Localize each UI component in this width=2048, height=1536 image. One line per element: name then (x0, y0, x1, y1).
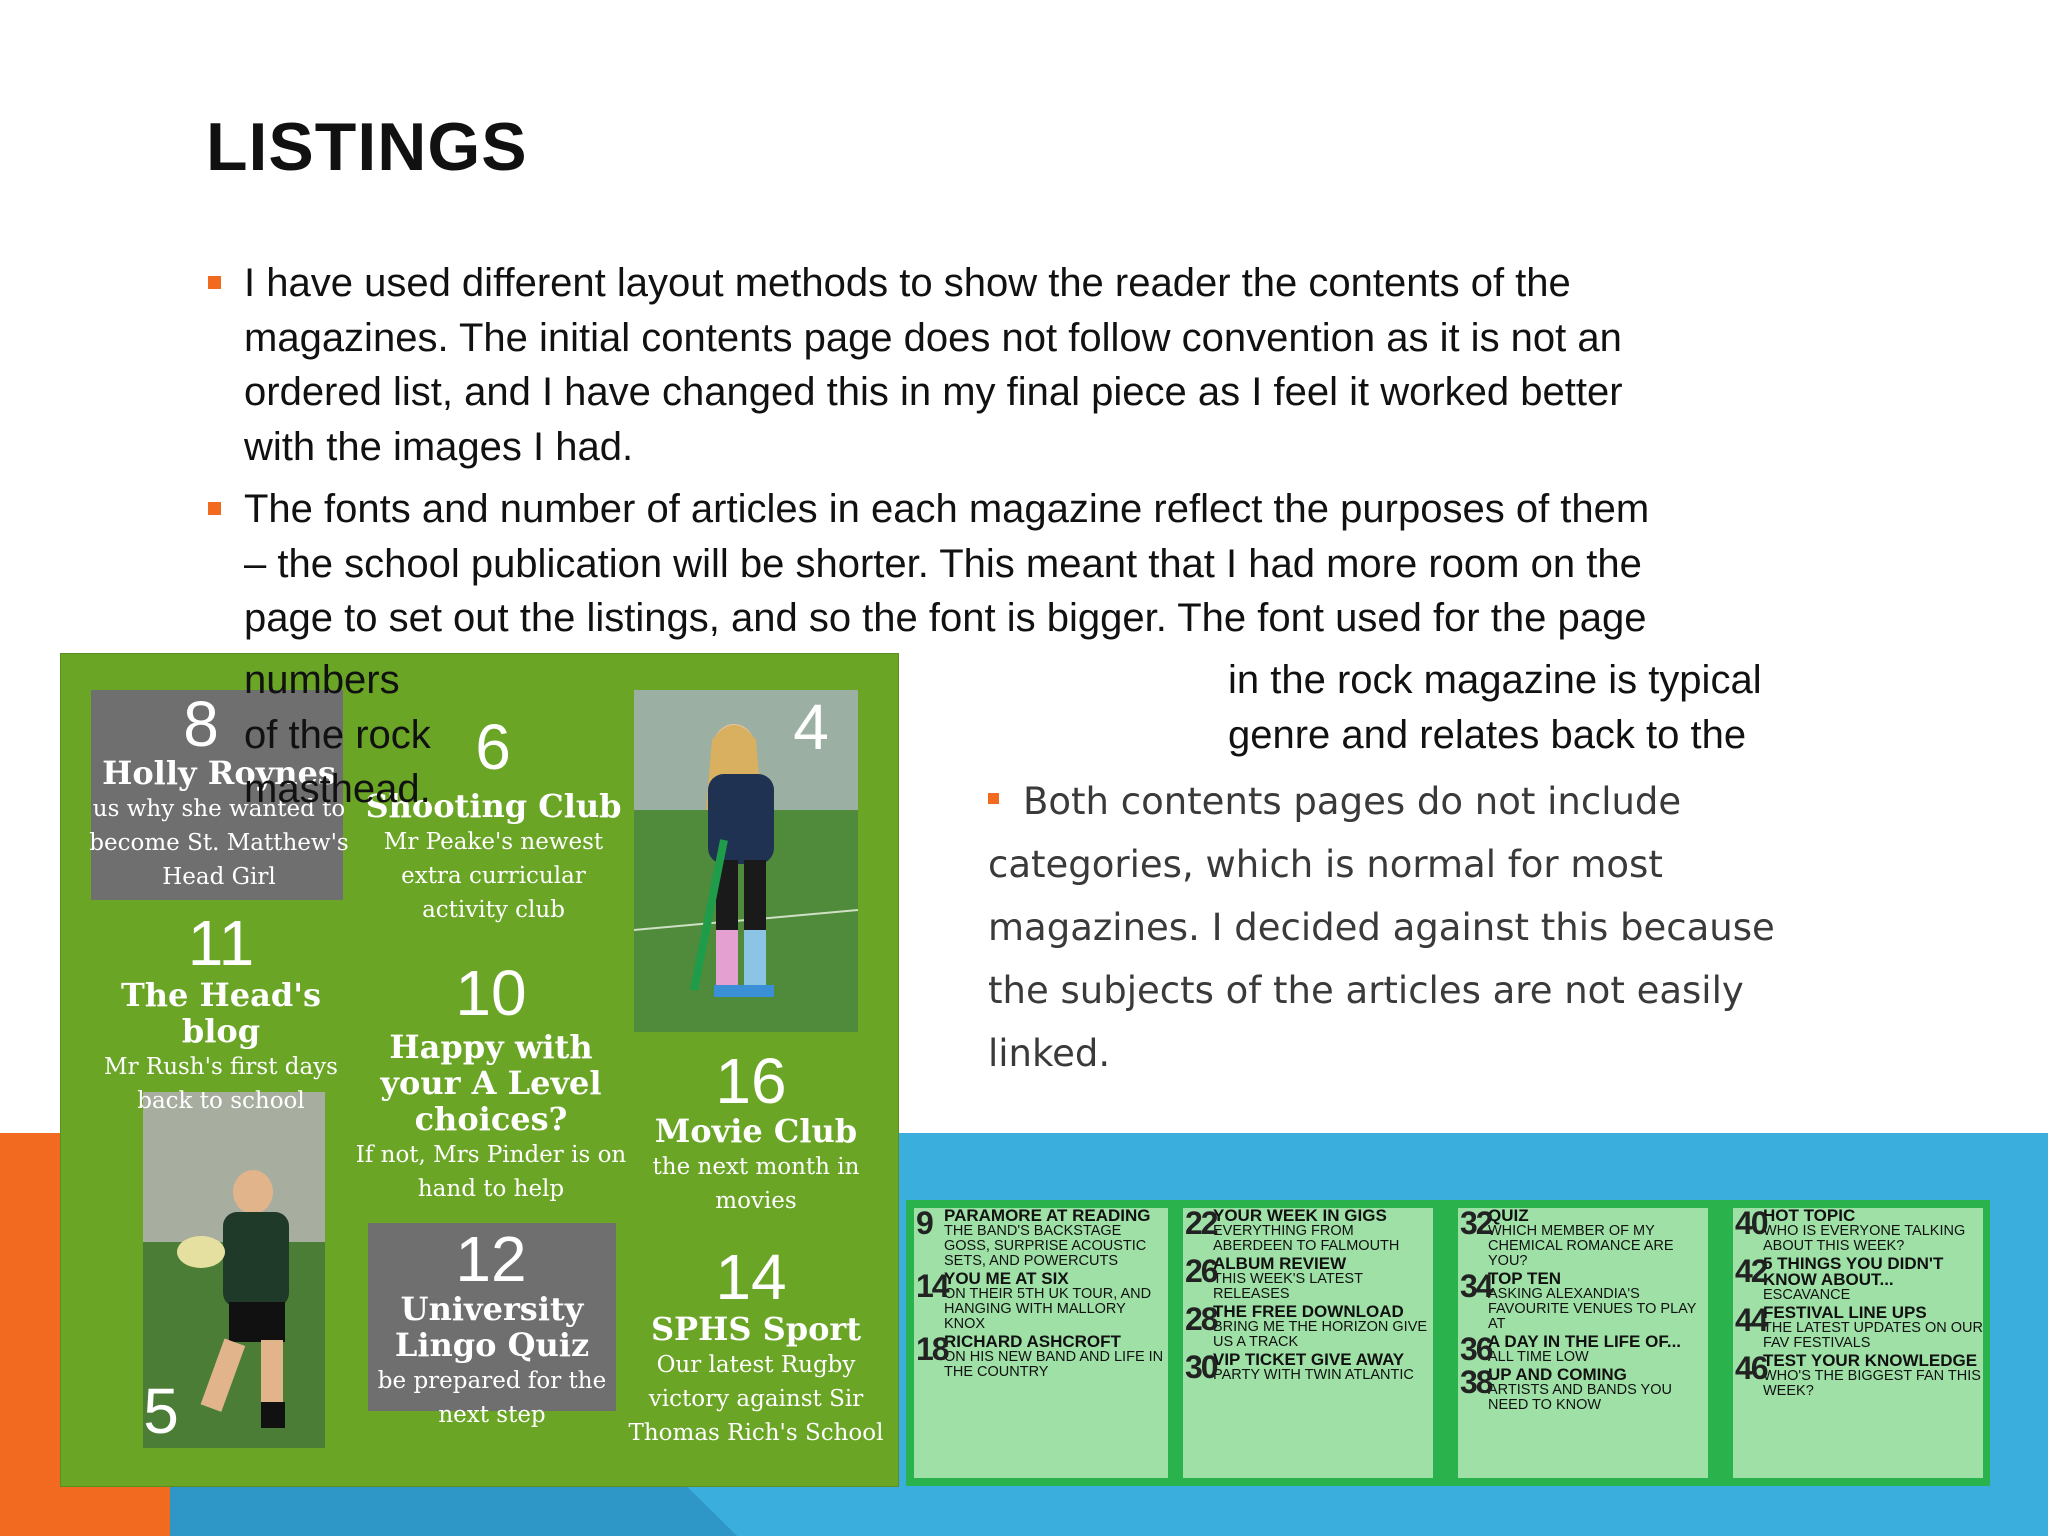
article-title: Movie Club (654, 1112, 858, 1150)
listing-desc: ESCAVANCE (1763, 1287, 1851, 1303)
page-number: 8 (183, 688, 219, 760)
bullet-line: with the images I had. (244, 424, 634, 469)
article-label (81, 978, 361, 1118)
bullet-item (206, 256, 1866, 474)
listing-entry (1183, 1349, 1433, 1385)
listing-heading: RICHARD ASHCROFT (944, 1332, 1121, 1351)
listing-heading: TOP TEN (1488, 1269, 1562, 1288)
article-title: The Head's blog (120, 976, 322, 1050)
listing-number: 18 (916, 1331, 948, 1367)
listing-heading: ALBUM REVIEW (1213, 1254, 1347, 1273)
listing-number: 32 (1460, 1208, 1492, 1241)
listing-desc: ON HIS NEW BAND AND LIFE IN THE COUNTRY (944, 1349, 1164, 1380)
listing-number: 30 (1185, 1349, 1217, 1385)
listing-heading: UP AND COMING (1488, 1365, 1627, 1384)
listing-desc: THE BAND'S BACKSTAGE GOSS, SURPRISE ACOUSTIC SETS, AND POWERCUTS (944, 1223, 1147, 1269)
article-label (351, 1030, 631, 1206)
bullet-square-icon (208, 502, 221, 515)
bullet-square-icon (208, 276, 221, 289)
page-number: 6 (475, 711, 511, 783)
article-title: Happy with your A Level choices? (380, 1028, 602, 1138)
embedded-line: magazines. I decided against this because (988, 906, 1775, 949)
listing-number: 26 (1185, 1253, 1217, 1289)
article-title: SPHS Sport (650, 1310, 862, 1348)
article-desc: Mr Rush's first days back to school (104, 1054, 338, 1114)
listing-number: 22 (1185, 1208, 1217, 1241)
listing-heading: HOT TOPIC (1763, 1208, 1856, 1225)
listing-desc: THE LATEST UPDATES ON OUR FAV FESTIVALS (1763, 1320, 1983, 1351)
bullet-line: I have used different layout methods to show the reader the contents of the (244, 261, 1571, 305)
listing-entry (1458, 1331, 1708, 1367)
bullet-item (206, 482, 1866, 646)
listing-number: 36 (1460, 1331, 1492, 1367)
listing-heading: YOUR WEEK IN GIGS (1213, 1208, 1387, 1225)
listing-heading: YOU ME AT SIX (944, 1269, 1069, 1288)
article-label (641, 1114, 871, 1218)
listing-entry (1733, 1302, 1983, 1351)
listing-entry (1183, 1301, 1433, 1350)
embedded-line-text: Both contents pages do not include (1023, 780, 1682, 823)
bullet-square-icon (988, 793, 999, 804)
page-number: 12 (455, 1223, 527, 1295)
listing-desc: WHICH MEMBER OF MY CHEMICAL ROMANCE ARE YOU? (1488, 1223, 1674, 1269)
listing-number: 34 (1460, 1268, 1492, 1304)
article-desc: us why she wanted to become St. Matthew's Head Girl (89, 796, 349, 890)
split-line (244, 653, 1866, 708)
article-label (366, 1292, 618, 1432)
listing-number: 9 (916, 1208, 932, 1241)
rock-contents-image (906, 1200, 1990, 1486)
embedded-line (988, 770, 1888, 833)
listing-heading: 5 THINGS YOU DIDN'T KNOW ABOUT... (1763, 1254, 1944, 1289)
bullet-line: page to set out the listings, and so the font is bigger. The font used for the page (244, 596, 1647, 640)
listing-desc: BRING ME THE HORIZON GIVE US A TRACK (1213, 1319, 1428, 1350)
listing-column (914, 1208, 1168, 1478)
split-line (244, 708, 1866, 763)
embedded-line: categories, which is normal for most (988, 843, 1663, 886)
page-number: 5 (143, 1375, 179, 1447)
embedded-line: the subjects of the articles are not easily (988, 969, 1744, 1012)
listing-number: 14 (916, 1268, 948, 1304)
article-desc: be prepared for the next step (377, 1368, 607, 1428)
split-right: in the rock magazine is typical (1228, 658, 1762, 702)
listing-heading: A DAY IN THE LIFE OF... (1488, 1332, 1682, 1351)
page-number: 4 (793, 691, 829, 763)
embedded-line: linked. (988, 1032, 1111, 1075)
listing-desc: ASKING ALEXANDIA'S FAVOURITE VENUES TO PLAY AT (1488, 1286, 1697, 1332)
article-desc: Mr Peake's newest extra curricular activity club (383, 829, 604, 923)
listing-entry (1183, 1253, 1433, 1302)
listing-entry (1458, 1268, 1708, 1332)
listing-desc: THIS WEEK'S LATEST RELEASES (1213, 1271, 1363, 1302)
split-right: genre and relates back to the (1228, 712, 1747, 757)
page-number: 16 (715, 1045, 787, 1117)
listing-heading: QUIZ (1488, 1208, 1529, 1225)
listing-entry (1183, 1208, 1433, 1254)
listing-number: 38 (1460, 1364, 1492, 1400)
bullet-line: – the school publication will be shorter. This meant that I had more room on the (244, 541, 1642, 586)
listing-desc: ARTISTS AND BANDS YOU NEED TO KNOW (1488, 1382, 1672, 1413)
article-desc: Our latest Rugby victory against Sir Thomas Rich's School (628, 1352, 884, 1446)
split-left: of the rock (244, 712, 431, 757)
article-desc: If not, Mrs Pinder is on hand to help (355, 1142, 627, 1202)
split-left: masthead. (244, 767, 431, 811)
bullet-list (206, 256, 1866, 654)
listing-number: 44 (1735, 1302, 1767, 1338)
listing-entry (914, 1331, 1168, 1380)
bullet-line: The fonts and number of articles in each magazine reflect the purposes of them (244, 487, 1650, 531)
article-label (626, 1312, 886, 1450)
bullet-line: ordered list, and I have changed this in my final piece as I feel it worked better (244, 370, 1623, 414)
listing-entry (1458, 1208, 1708, 1269)
listing-desc: ALL TIME LOW (1488, 1349, 1589, 1365)
listing-column (1183, 1208, 1433, 1478)
listing-number: 40 (1735, 1208, 1767, 1241)
listing-heading: VIP TICKET GIVE AWAY (1213, 1350, 1405, 1369)
page-number: 14 (715, 1241, 787, 1313)
listing-entry (914, 1208, 1168, 1269)
page-number: 11 (187, 907, 255, 979)
split-left: numbers (244, 658, 400, 702)
listing-desc: EVERYTHING FROM ABERDEEN TO FALMOUTH (1213, 1223, 1400, 1254)
article-title: Holly Roynes (102, 754, 336, 792)
listing-heading: FESTIVAL LINE UPS (1763, 1303, 1927, 1322)
listing-entry (914, 1268, 1168, 1332)
slide-title: LISTINGS (206, 109, 528, 185)
listing-desc: ON THEIR 5TH UK TOUR, AND HANGING WITH MALLORY KNOX (944, 1286, 1152, 1332)
listing-number: 42 (1735, 1253, 1767, 1289)
listing-column (1733, 1208, 1983, 1478)
article-desc: the next month in movies (652, 1154, 860, 1214)
listing-desc: PARTY WITH TWIN ATLANTIC (1213, 1367, 1414, 1383)
listing-entry (1458, 1364, 1708, 1413)
page-number: 10 (455, 957, 527, 1029)
listing-entry (1733, 1350, 1983, 1399)
listing-heading: THE FREE DOWNLOAD (1213, 1302, 1404, 1321)
bullet-line: magazines. The initial contents page does not follow convention as it is not an (244, 315, 1622, 360)
embedded-slide-text (988, 770, 1888, 1100)
listing-number: 28 (1185, 1301, 1217, 1337)
listing-entry (1733, 1253, 1983, 1303)
listing-heading: PARAMORE AT READING (944, 1208, 1151, 1225)
listing-number: 46 (1735, 1350, 1767, 1386)
listing-column (1458, 1208, 1708, 1478)
listing-heading: TEST YOUR KNOWLEDGE (1763, 1351, 1978, 1370)
article-title: University Lingo Quiz (394, 1290, 590, 1364)
listing-entry (1733, 1208, 1983, 1254)
listing-desc: WHO'S THE BIGGEST FAN THIS WEEK? (1763, 1368, 1981, 1399)
article-title: Shooting Club (365, 787, 622, 825)
listing-desc: WHO IS EVERYONE TALKING ABOUT THIS WEEK? (1763, 1223, 1966, 1254)
